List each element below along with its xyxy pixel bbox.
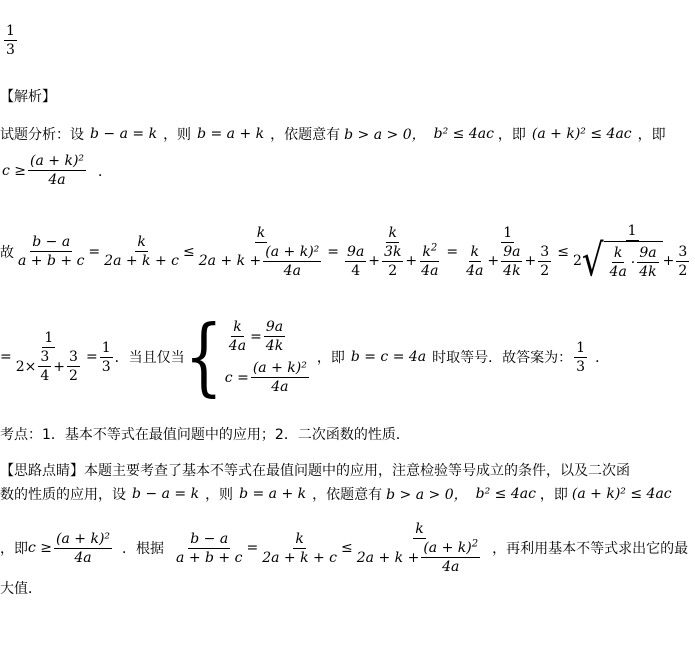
period: ．: [98, 163, 113, 180]
result-end: ．: [595, 350, 610, 366]
result-f1-num: 3: [40, 349, 50, 365]
f3-inner-den: 4a: [283, 262, 301, 279]
silu-c: c ≥: [28, 540, 53, 556]
result-val-num: 1: [101, 339, 111, 356]
f1-den: a + b + c: [18, 253, 85, 269]
result-line: = 1 2× $\frac{3}{4}$ + $\frac{3}{2}$ = $\frac{1}{3}$ ．当且仅当 { $\frac{k}{4a}$ = $\frac{9a}{4k}$ c = $\frac{\text{(a + k)²}}{4a}$ ，即 b = c = 4a 时取等号．故答案为： $\frac{1}{3}$ ．: [0, 308, 610, 406]
silu-line3-ji: ，即: [0, 541, 28, 557]
silu-num: (a + k)²: [56, 530, 111, 547]
analysis-by-meaning: ，依题意有: [270, 127, 341, 143]
silu-gen: ．根据: [122, 541, 165, 557]
silu-by: ，依题意有: [312, 487, 383, 503]
silu-den: 4a: [74, 549, 92, 566]
analysis-line-2: [2, 152, 112, 189]
result-ji: ，即: [316, 350, 345, 366]
c-prefix: c ≥: [2, 162, 27, 179]
sys2-den: 4a: [271, 379, 289, 395]
sys1-num-r: 9a: [265, 319, 284, 335]
equation-system: $\frac{k}{4a}$ = $\frac{9a}{4k}$ c = $\frac{\text{(a + k)²}}{4a}$: [224, 319, 307, 395]
condition-1: b > a > 0，: [344, 127, 426, 143]
set-expression: b − a = k: [90, 126, 158, 142]
result-f2-num: 3: [69, 349, 78, 365]
kaodian: 考点：1．基本不等式在最值问题中的应用；2．二次函数的性质．: [0, 427, 410, 443]
sys1-num-l: k: [233, 319, 242, 335]
when-text: ．当且仅当: [114, 350, 185, 366]
condition-2: b² ≤ 4ac: [433, 126, 494, 142]
silu-line2-pre: 数的性质的应用，设: [0, 487, 126, 503]
silu-ineq: (a + k)² ≤ 4ac: [571, 486, 672, 502]
silu-line-4: 大值．: [0, 581, 42, 597]
c-numerator: (a + k)²: [30, 153, 85, 169]
silu-line-3: ，即 c ≥ $\frac{\text{(a + k)²}}{4a}$ ．根据 $\frac{b - a}{a + b + c}$ = $\frac{k}{2a + k + c}$ ≤ k 2a + k + $\frac{(a + k)^2}{4a}$ ，再利用基本不等式求出它的最: [0, 521, 689, 575]
f4-num: k: [388, 224, 397, 241]
silu-c1: b > a > 0，: [386, 487, 468, 503]
result-plus: +: [53, 358, 66, 375]
answer-fraction: [2, 22, 19, 59]
answer-denominator: 3: [6, 42, 15, 58]
analysis-then: ，则: [163, 127, 192, 143]
f1-num: b − a: [32, 234, 71, 250]
result-val-den: 3: [101, 358, 111, 375]
result-f2-den: 2: [69, 368, 78, 384]
chain-gu: 故: [0, 244, 14, 261]
silu-line-1: 【思路点睛】本题主要考查了基本不等式在最值问题中的应用，注意检验等号成立的条件，以及二次函: [0, 463, 630, 479]
answer-numerator: 1: [6, 23, 15, 39]
f3-den-pre: 2a + k +: [198, 253, 262, 269]
equal-expression: b = c = 4a: [350, 349, 427, 365]
f5-num: 1: [503, 224, 513, 241]
analysis-line-1: [0, 124, 666, 144]
take-equality-text: 时取等号．故答案为：: [432, 350, 573, 366]
final-ans-den: 3: [576, 358, 586, 375]
sys2-pre: c =: [224, 369, 249, 386]
analysis-ji: ，即: [497, 127, 526, 143]
f2-den: 2a + k + c: [104, 253, 179, 269]
silu-then: ，则: [205, 487, 234, 503]
result-num: 1: [44, 330, 54, 346]
silu-set: b − a = k: [132, 486, 200, 502]
result-den-pre: 2×: [15, 358, 37, 375]
sys1-den-l: 4a: [228, 338, 247, 354]
sys2-num: (a + k)²: [252, 360, 307, 376]
silu-ji: ，即: [539, 487, 568, 503]
final-ans-num: 1: [576, 339, 586, 356]
inequality: (a + k)² ≤ 4ac: [531, 126, 632, 142]
f6-num: 1: [627, 223, 637, 239]
silu-c2: b² ≤ 4ac: [475, 486, 536, 502]
silu-line-2: [0, 484, 672, 504]
sys1-den-r: 4k: [265, 338, 284, 354]
section-header: 【解析】: [0, 89, 56, 105]
analysis-intro: 试题分析：设: [0, 127, 84, 143]
silu-b: b = a + k: [239, 486, 307, 502]
f2-num: k: [137, 234, 146, 250]
system-brace: {: [184, 308, 223, 406]
analysis-ji-2: ，即: [637, 127, 666, 143]
f3-num: k: [256, 224, 266, 241]
result-f1-den: 4: [40, 368, 50, 384]
c-denominator: 4a: [48, 172, 66, 188]
f3-inner-num: (a + k)²: [265, 243, 320, 260]
b-expression: b = a + k: [197, 126, 265, 142]
silu-rest: ，再利用基本不等式求出它的最: [492, 541, 689, 557]
chain-line: 故 $\frac{b - a}{a + b + c}$ = $\frac{k}{2a + k + c}$ ≤ k 2a + k + $\frac{\text{(a + k)²}}{4a}$ = k $\frac{9a}{4}$ + $\frac{3k}{2}$ + $\frac{k^2}{4a}$ = 1 $\frac{k}{4a}$ + $\frac{9a}{4k}$ + $\frac{3}{2}$ ≤ 1 2 √ $\frac{k}{4a}$ · $\frac{9a}{4k}$ + $\frac{3}{2}$: [0, 223, 688, 287]
